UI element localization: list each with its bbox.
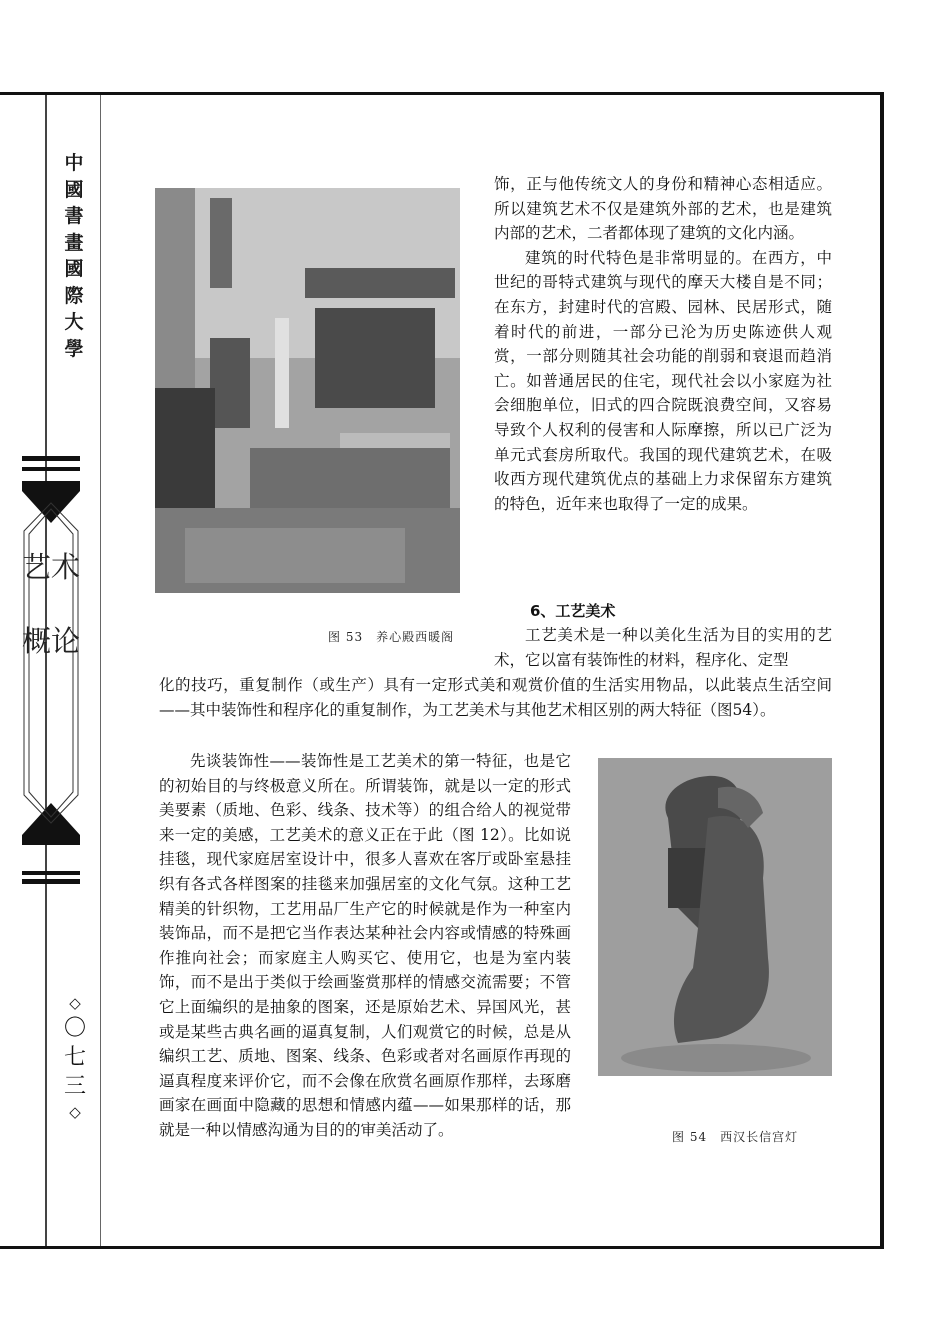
craft-intro-part1 bbox=[494, 623, 832, 672]
diamond-ornament: ◇ bbox=[69, 994, 81, 1012]
frame-top-rule bbox=[0, 92, 884, 95]
figure-53-caption: 图 53 养心殿西暖阁 bbox=[328, 630, 455, 644]
figure-54-photo bbox=[598, 758, 832, 1076]
section-heading: 6、工艺美术 bbox=[530, 602, 616, 620]
paragraph: 先谈装饰性——装饰性是工艺美术的第一特征，也是它的初始目的与终极意义所在。所谓装饰，就是以一定的形式美要素（质地、色彩、线条、技术等）的组合给人的视觉带来一定的美感，工艺美术的意义正在于此（图 12）。比如说挂毯，现代家庭居室设计中，很多人喜欢在客厅或卧室悬挂织有各式各样图案的挂毯来加强居室的文化气氛。这种工艺精美的针织物，工艺用品厂生产它的时候就是作为一种室内装饰品，而不是把它当作表达某种社会内容或情感的特殊画作推向社会；而家庭主人购买它、使用它，也是为室内装饰，而不是出于类似于绘画鉴赏那样的情感交流需要；不管它上面编织的是抽象的图案，还是原始艺术、异国风光，甚或是某些古典名画的逼真复制，人们观赏它的时候，总是从编织工艺、质地、图案、线条、色彩或者对名画原作再现的逼真程度来评价它，而不会像在欣赏名画原作那样，去琢磨画家在画面中隐藏的思想和情感内蕴——如果那样的话，那就是一种以情感沟通为目的的审美活动了。 bbox=[159, 752, 571, 1139]
craft-intro-part2 bbox=[159, 673, 832, 722]
text-column-right-top bbox=[494, 172, 832, 516]
page-number-text: 〇七三 bbox=[64, 1016, 87, 1099]
figure-53-photo bbox=[155, 188, 460, 593]
ribbon-bar bbox=[22, 467, 80, 471]
diamond-ornament: ◇ bbox=[69, 1103, 81, 1121]
frame-bottom-rule bbox=[0, 1246, 884, 1249]
figure-54-caption: 图 54 西汉长信宫灯 bbox=[672, 1130, 799, 1144]
page-number bbox=[58, 992, 92, 1123]
paragraph: 建筑的时代特色是非常明显的。在西方，中世纪的哥特式建筑与现代的摩天大楼自是不同；在东方，封建时代的宫殿、园林、民居形式，随着时代的前进，一部分已沦为历史陈迹供人观赏，一部分则随其社会功能的削弱和衰退而趋消亡。如普通居民的住宅，现代社会以小家庭为社会细胞单位，旧式的四合院既浪费空间，又容易导致个人权利的侵害和人际摩擦，所以已广泛为单元式套房所取代。我国的现代建筑艺术，在吸收西方现代建筑优点的基础上力求保留东方建筑的特色，近年来也取得了一定的成果。 bbox=[494, 248, 832, 513]
paragraph: 饰，正与他传统文人的身份和精神心态相适应。所以建筑艺术不仅是建筑外部的艺术，也是建筑内部的艺术，二者都体现了建筑的文化内涵。 bbox=[494, 175, 832, 243]
paragraph: 化的技巧，重复制作（或生产）具有一定形式美和观赏价值的生活实用物品，以此装点生活空间——其中装饰性和程序化的重复制作，为工艺美术与其他艺术相区别的两大特征（图54）。 bbox=[159, 676, 832, 719]
ribbon-bar bbox=[22, 456, 80, 461]
paragraph: 工艺美术是一种以美化生活为目的实用的艺术，它以富有装饰性的材料，程序化、定型 bbox=[494, 626, 832, 669]
frame-right-rule bbox=[880, 92, 884, 1249]
ribbon-bar bbox=[22, 871, 80, 875]
sidebar-rule-right bbox=[100, 95, 101, 1246]
book-title: 艺术概论 bbox=[22, 550, 81, 658]
series-title: 中國書畫國際大學 bbox=[64, 152, 84, 360]
text-column-left-bottom bbox=[159, 749, 571, 1143]
ribbon-bar bbox=[22, 879, 80, 884]
